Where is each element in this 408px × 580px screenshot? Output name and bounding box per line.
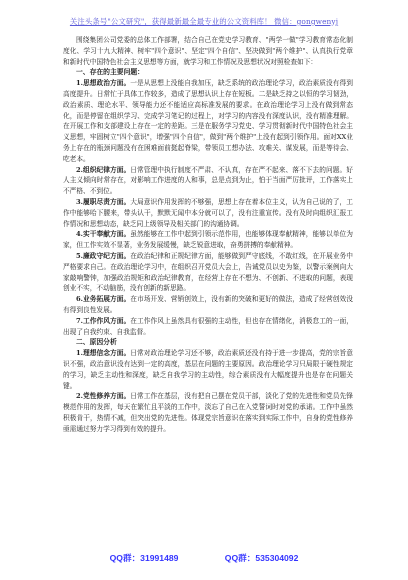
paragraph-work-style xyxy=(63,316,353,338)
paragraph-dedication xyxy=(63,229,353,251)
paragraph-party-spirit xyxy=(63,391,353,434)
item-text: 虽然能够在工作中起到引领示范作用，也能够体现奉献精神，能够以单位为家，但工作实效不显著，业务发展缓慢，缺乏锐意进取，奋勇拼搏的奉献精神。 xyxy=(63,230,353,250)
qq-group-2: QQ群：535304092 xyxy=(224,553,299,563)
item-heading: 3.履职尽责方面。 xyxy=(76,197,131,206)
item-text: 一是从思想上没能自我加压，缺乏系统的政治理论学习，政治素质没有得到高度提升。日常忙于具体工作较多，造成了思想认识上存在短板。二是缺乏持之以恒的学习韧劲，政治素质、理论水平、领导能力还不能适应高标准发展的要求。在政治理论学习上没有做到常态化，而是停留在组织学习、完成学习笔记的过程上，对学习的内容没有深度认识，没有精准理解。在开展工作和支部建设上存在一定的差距。三是在服务学习党史、学习贯彻新时代中国特色社会主义思想，牢固树立"四个意识"，增强"四个自信"，做到"两个维护"上没有起到引领作用。面对XX业务上存在的瓶颈问题没有在困难面前挺起脊梁，带领员工想办法、攻难关、谋发展，而是等待会、吃老本。 xyxy=(63,79,353,163)
item-heading: 2.组织纪律方面。 xyxy=(76,165,131,174)
paragraph-integrity xyxy=(63,251,353,294)
item-heading: 5.廉政守纪方面。 xyxy=(76,251,131,260)
intro-paragraph: 围绕集团公司党委的总体工作部署，结合自己在党史学习教育、"两学一做"学习教育常态化制度化、学习十九大精神、树牢"四个意识"、坚定"四个自信"、坚决做到"两个维护"、认真执行党章和新时代中国特色社会主义思想等方面，就学习和工作情况及思想状况对照检查如下： xyxy=(63,36,353,66)
paragraph-duty xyxy=(63,197,353,229)
item-heading: 6.业务拓展方面。 xyxy=(76,295,131,304)
item-heading: 7.工作作风方面。 xyxy=(76,316,131,325)
item-text: 日常工作在基层，没有把自己摆在党员干部，淡化了党的先进性和党员先锋模范作用的发挥，每天在繁忙且平淡的工作中，淡忘了自己在入党誓词时对党的承诺。工作中虽然积极肯干，热情不减，但突出党的先进性。体现党宗旨意识在落实到实际工作中，自身的党性修养亟需通过努力学习得到有效的提升。 xyxy=(63,392,353,433)
item-heading: 4.实干奉献方面。 xyxy=(76,230,131,239)
paragraph-discipline xyxy=(63,165,353,197)
paragraph-ideals xyxy=(63,348,353,391)
document-body xyxy=(63,35,353,434)
section-heading-causes: 二、原因分析 xyxy=(76,338,117,347)
item-heading: 1.理想信念方面。 xyxy=(76,349,131,358)
item-text: 日常管理中执行制度不严肃、不认真，存在严不起来、落不下去的问题。好人主义倾向时常存在，对影响工作进度的人和事，总是点到为止，怕于当面严厉批评，工作落实上不严格、不到位。 xyxy=(63,165,353,196)
item-text: 大局意识作用发挥的不够强，思想上存在着本位主义，认为自己说的了，工作中能够哈下腰来，带头认干，默默无闻中本分就可以了，没有注重宣传。没有及时向组织汇报工作情况和思想动态，缺乏同上级领导及相关部门的沟通协调。 xyxy=(63,197,353,228)
item-text: 在政治纪律和正规纪律方面，能够做到严守底线，不敢红线，在开展业务中严格要求自己。在政治理论学习中，在组织召开党员大会上，告诫党员以史为鉴，以警示案例向大家敲响警钟，加强政治规矩和政治纪律教育，在经营上存在不想为、不创新、不进取的问题，表现创业不实，不动脑筋，没有创新的新思路。 xyxy=(63,251,353,293)
item-heading: 2.党性修养方面。 xyxy=(76,392,131,401)
item-text: 日常对政治理论学习还不够，政治素质还没有持于进一步提高，党的宗旨意识不强，政治意识没有达到一定的高度，基层在问题的主要原因。政治理论学习只局限于硬性规定的学习，缺乏主动性和深度，缺乏自我学习的主动性，综合素质没有大幅度提升也是存在问题关键。 xyxy=(63,349,353,390)
header-banner-link[interactable]: 关注头条号"公文研究"，获得最新最全最专业的公文资料库！ 微信：gongwenyj xyxy=(69,17,339,26)
item-text: 在工作作风上虽然具有很强的主动性，但也存在情绪化，消极怠工的一面，出现了自我约束、自我监督。 xyxy=(63,316,353,336)
item-text: 在市场开发、营销创效上，没有新的突破和更好的做法，造成了经营创效没有得到良性发展。 xyxy=(63,295,353,314)
qq-group-1: QQ群：31991489 xyxy=(109,553,179,563)
footer-contact xyxy=(0,552,408,564)
paragraph-business xyxy=(63,294,353,316)
paragraph-ideology xyxy=(63,78,353,164)
section-heading-problems: 一、存在的主要问题： xyxy=(76,68,144,77)
item-heading: 1.思想政治方面。 xyxy=(76,79,131,88)
